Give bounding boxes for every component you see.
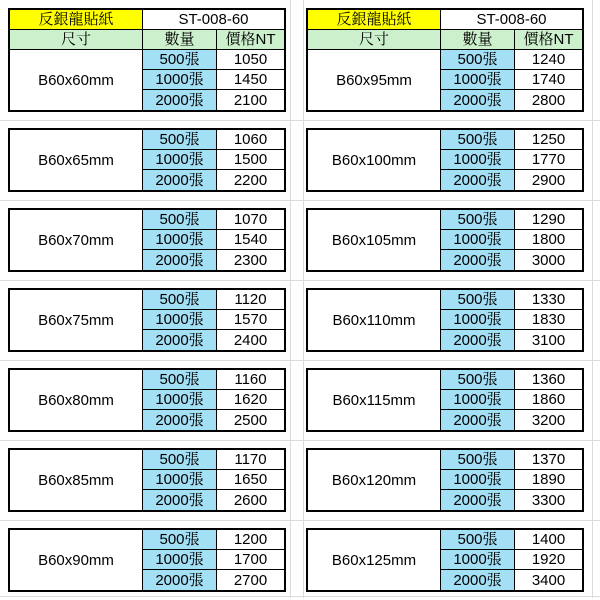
price-cell: 1070	[217, 210, 284, 230]
size-cell: B60x110mm	[308, 290, 441, 350]
price-cell: 1540	[217, 230, 284, 250]
quantity-cell: 2000張	[143, 170, 217, 190]
size-cell: B60x105mm	[308, 210, 441, 270]
quantity-cell: 500張	[441, 50, 515, 70]
quantity-cell: 500張	[143, 210, 217, 230]
quantity-cell: 500張	[143, 370, 217, 390]
quantity-cell: 2000張	[441, 490, 515, 510]
price-block-with-header	[8, 8, 286, 112]
price-cell: 1250	[515, 130, 582, 150]
product-code-cell: ST-008-60	[441, 10, 582, 30]
price-cell: 2300	[217, 250, 284, 270]
column-header-quantity: 數量	[143, 30, 217, 50]
quantity-cell: 1000張	[441, 390, 515, 410]
quantity-cell: 2000張	[143, 90, 217, 110]
quantity-cell: 1000張	[143, 310, 217, 330]
price-cell: 1160	[217, 370, 284, 390]
gridline-vertical	[290, 0, 291, 598]
product-code-cell: ST-008-60	[143, 10, 284, 30]
quantity-cell: 500張	[143, 530, 217, 550]
quantity-cell: 500張	[143, 130, 217, 150]
price-cell: 3200	[515, 410, 582, 430]
quantity-cell: 500張	[143, 450, 217, 470]
quantity-cell: 2000張	[441, 170, 515, 190]
price-cell: 1240	[515, 50, 582, 70]
column-header-size: 尺寸	[10, 30, 143, 50]
price-block	[306, 368, 584, 432]
quantity-cell: 500張	[143, 50, 217, 70]
quantity-cell: 1000張	[441, 230, 515, 250]
quantity-cell: 2000張	[143, 490, 217, 510]
quantity-cell: 1000張	[441, 550, 515, 570]
quantity-cell: 2000張	[441, 250, 515, 270]
price-cell: 2500	[217, 410, 284, 430]
quantity-cell: 1000張	[143, 230, 217, 250]
price-block	[306, 208, 584, 272]
price-cell: 1920	[515, 550, 582, 570]
size-cell: B60x85mm	[10, 450, 143, 510]
price-cell: 1890	[515, 470, 582, 490]
quantity-cell: 2000張	[143, 330, 217, 350]
price-block	[306, 528, 584, 592]
price-cell: 1700	[217, 550, 284, 570]
quantity-cell: 2000張	[143, 250, 217, 270]
column-header-size: 尺寸	[308, 30, 441, 50]
price-block	[8, 528, 286, 592]
price-cell: 1620	[217, 390, 284, 410]
price-cell: 1060	[217, 130, 284, 150]
price-cell: 1570	[217, 310, 284, 330]
size-cell: B60x65mm	[10, 130, 143, 190]
quantity-cell: 2000張	[441, 330, 515, 350]
price-table-left	[8, 8, 286, 600]
price-cell: 1770	[515, 150, 582, 170]
column-header-quantity: 數量	[441, 30, 515, 50]
column-header-price: 價格NT	[515, 30, 582, 50]
quantity-cell: 500張	[441, 130, 515, 150]
price-cell: 2100	[217, 90, 284, 110]
price-block-with-header	[306, 8, 584, 112]
price-block	[306, 448, 584, 512]
quantity-cell: 1000張	[143, 550, 217, 570]
price-cell: 3000	[515, 250, 582, 270]
quantity-cell: 1000張	[143, 150, 217, 170]
quantity-cell: 500張	[441, 450, 515, 470]
size-cell: B60x60mm	[10, 50, 143, 110]
price-cell: 1860	[515, 390, 582, 410]
price-cell: 1400	[515, 530, 582, 550]
size-cell: B60x120mm	[308, 450, 441, 510]
gridline-vertical	[303, 0, 304, 598]
price-cell: 1830	[515, 310, 582, 330]
size-cell: B60x75mm	[10, 290, 143, 350]
quantity-cell: 2000張	[441, 570, 515, 590]
size-cell: B60x115mm	[308, 370, 441, 430]
price-cell: 1200	[217, 530, 284, 550]
price-cell: 2700	[217, 570, 284, 590]
price-block	[8, 368, 286, 432]
price-block	[306, 128, 584, 192]
price-cell: 1800	[515, 230, 582, 250]
quantity-cell: 500張	[441, 210, 515, 230]
price-cell: 1120	[217, 290, 284, 310]
price-cell: 1370	[515, 450, 582, 470]
price-block	[8, 448, 286, 512]
column-header-price: 價格NT	[217, 30, 284, 50]
quantity-cell: 2000張	[441, 410, 515, 430]
quantity-cell: 1000張	[143, 390, 217, 410]
price-cell: 2400	[217, 330, 284, 350]
price-cell: 1450	[217, 70, 284, 90]
price-cell: 1290	[515, 210, 582, 230]
price-cell: 2800	[515, 90, 582, 110]
price-cell: 1360	[515, 370, 582, 390]
quantity-cell: 500張	[441, 290, 515, 310]
price-cell: 2900	[515, 170, 582, 190]
quantity-cell: 1000張	[441, 70, 515, 90]
price-block	[8, 128, 286, 192]
price-block	[8, 288, 286, 352]
quantity-cell: 1000張	[143, 470, 217, 490]
quantity-cell: 500張	[441, 530, 515, 550]
price-cell: 1740	[515, 70, 582, 90]
product-title-cell: 反銀龍貼紙	[10, 10, 143, 30]
product-title-cell: 反銀龍貼紙	[308, 10, 441, 30]
price-block	[306, 288, 584, 352]
size-cell: B60x70mm	[10, 210, 143, 270]
quantity-cell: 1000張	[441, 470, 515, 490]
price-cell: 1050	[217, 50, 284, 70]
price-table-right	[306, 8, 584, 600]
quantity-cell: 2000張	[143, 570, 217, 590]
price-cell: 3100	[515, 330, 582, 350]
quantity-cell: 2000張	[143, 410, 217, 430]
size-cell: B60x90mm	[10, 530, 143, 590]
price-cell: 1500	[217, 150, 284, 170]
quantity-cell: 1000張	[441, 150, 515, 170]
price-cell: 1330	[515, 290, 582, 310]
price-cell: 1170	[217, 450, 284, 470]
price-cell: 2200	[217, 170, 284, 190]
quantity-cell: 500張	[441, 370, 515, 390]
quantity-cell: 500張	[143, 290, 217, 310]
quantity-cell: 1000張	[441, 310, 515, 330]
size-cell: B60x125mm	[308, 530, 441, 590]
size-cell: B60x100mm	[308, 130, 441, 190]
quantity-cell: 1000張	[143, 70, 217, 90]
size-cell: B60x95mm	[308, 50, 441, 110]
price-cell: 3400	[515, 570, 582, 590]
price-cell: 3300	[515, 490, 582, 510]
price-cell: 1650	[217, 470, 284, 490]
gridline-vertical	[592, 0, 593, 598]
size-cell: B60x80mm	[10, 370, 143, 430]
price-block	[8, 208, 286, 272]
price-cell: 2600	[217, 490, 284, 510]
quantity-cell: 2000張	[441, 90, 515, 110]
